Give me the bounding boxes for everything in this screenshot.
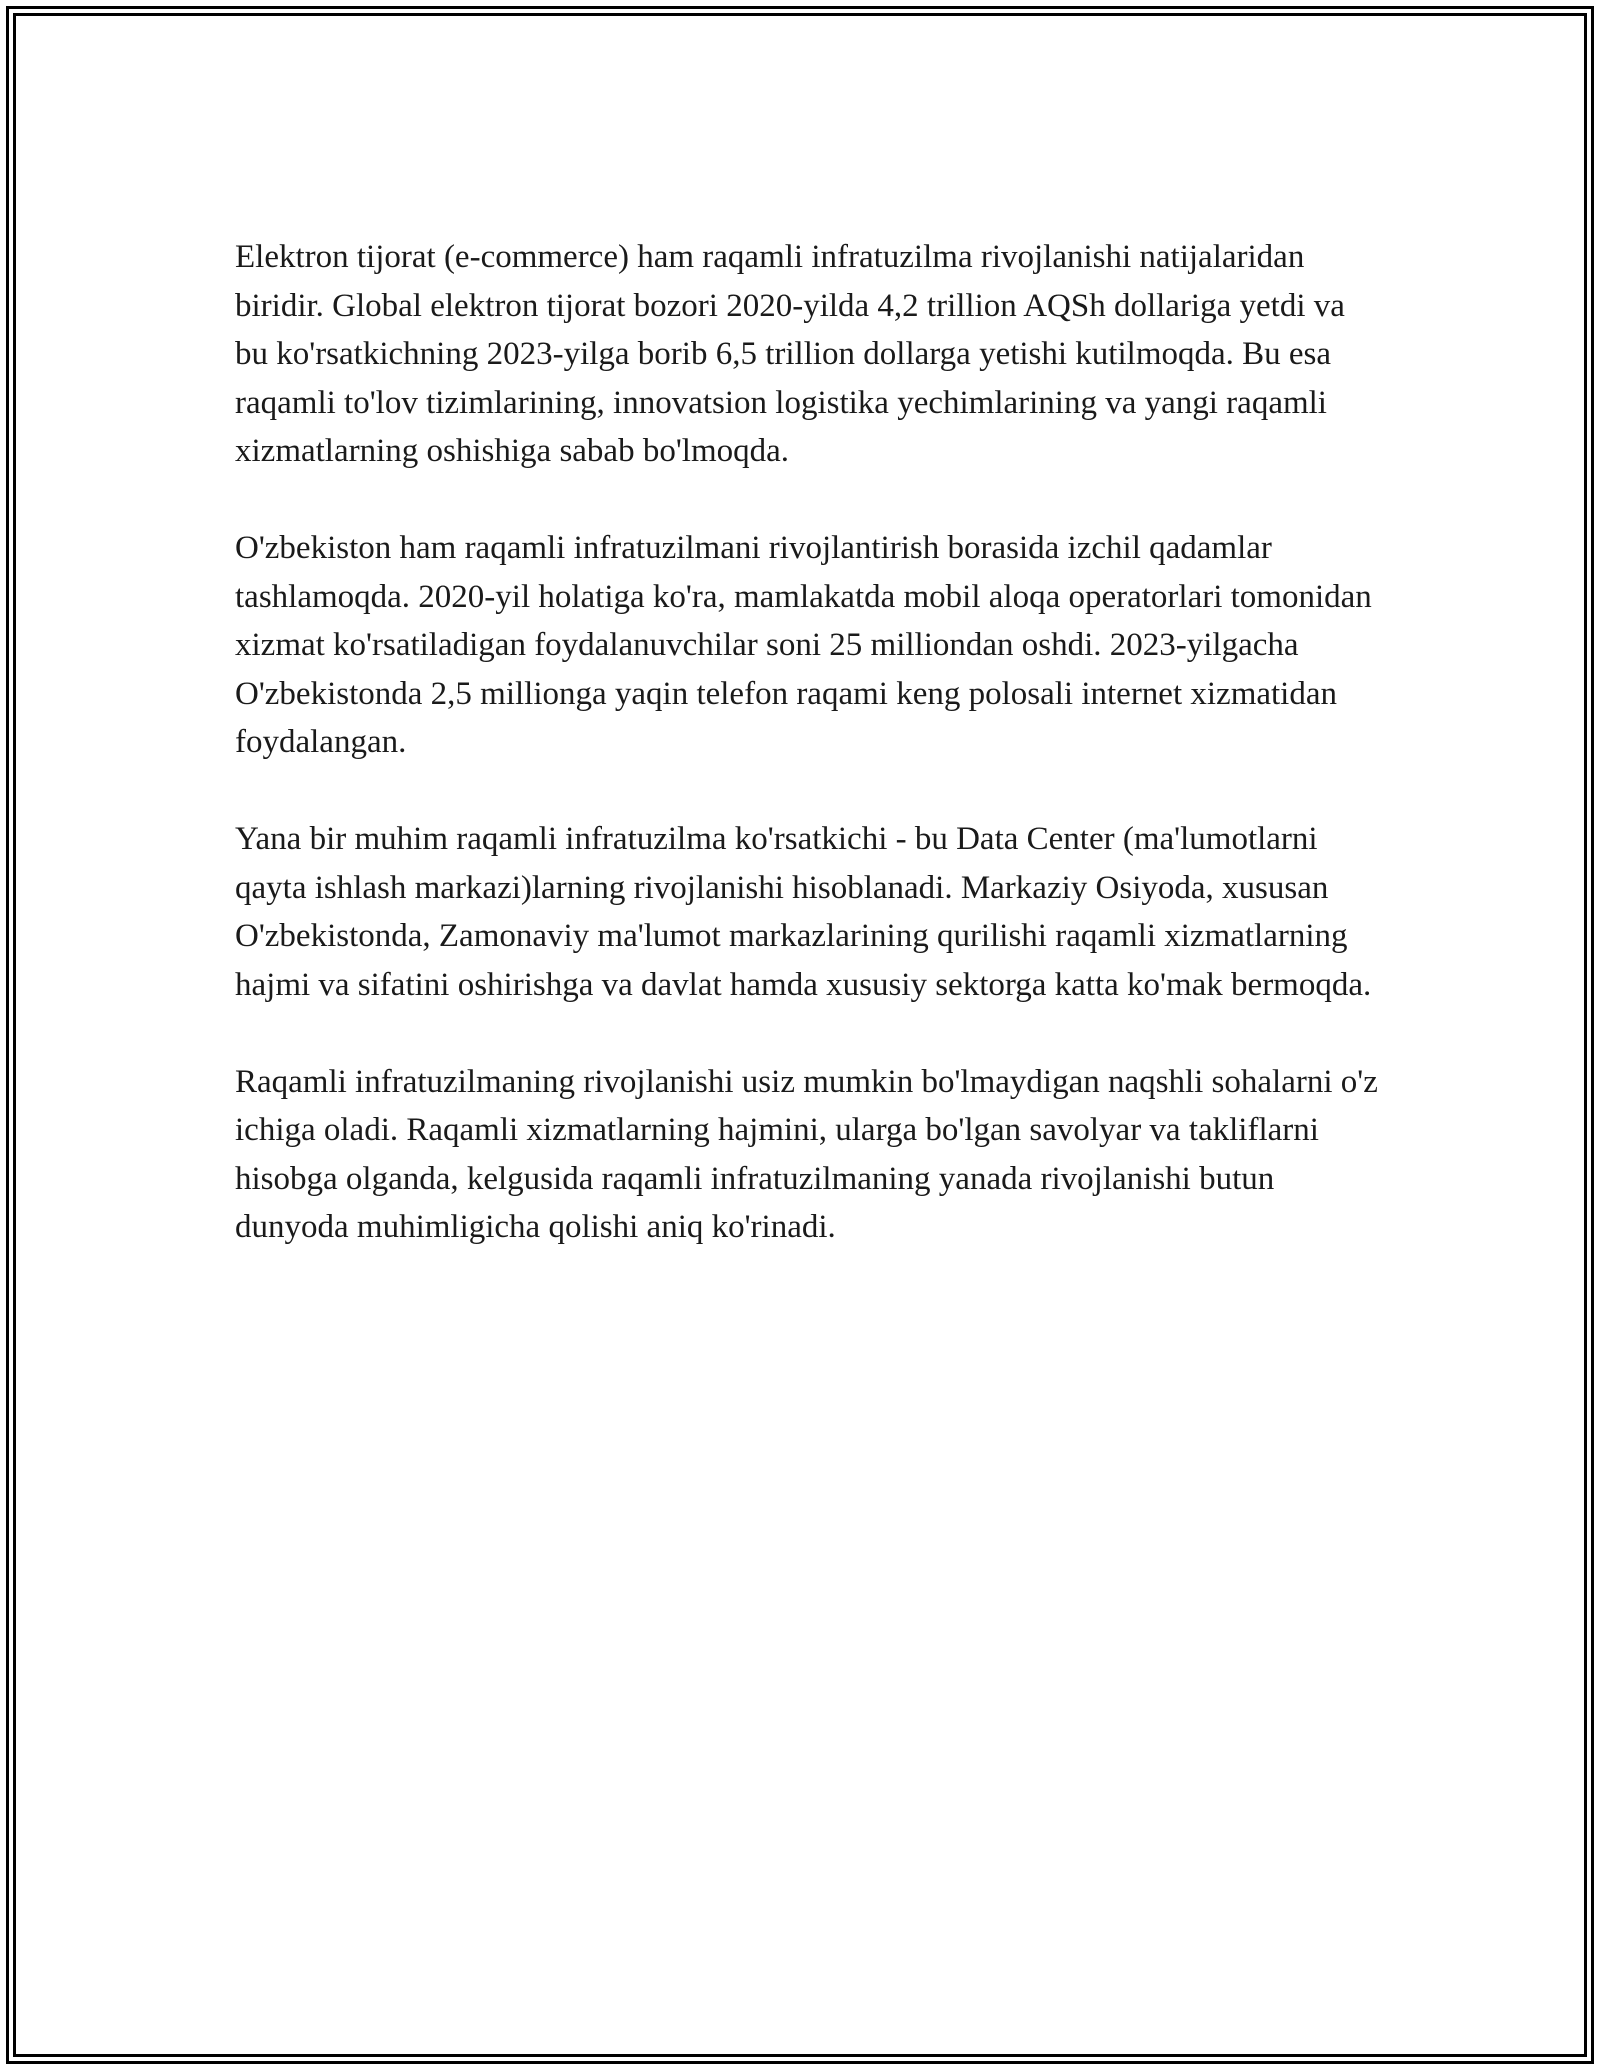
paragraph-conclusion: Raqamli infratuzilmaning rivojlanishi usiz mumkin bo'lmaydigan naqshli sohalarni o'z ichiga oladi. Raqamli xizmatlarning hajmini, ularga bo'lgan savolyar va takliflarni hisobga olganda, kelgusida raqamli infratuzilmaning yanada rivojlanishi butun dunyoda muhimligicha qolishi aniq ko'rinadi.: [235, 1063, 1378, 1245]
paragraph-data-center: Yana bir muhim raqamli infratuzilma ko'rsatkichi - bu Data Center (ma'lumotlarni qayta ishlash markazi)larning rivojlanishi hisoblanadi. Markaziy Osiyoda, xususan O'zbekistonda, Zamonaviy ma'lumot markazlarining qurilishi raqamli xizmatlarning hajmi va sifatini oshirishga va davlat hamda xususiy sektorga katta ko'mak bermoqda.: [235, 821, 1372, 1003]
document-body: [235, 233, 1385, 1300]
paragraph-ecommerce: Elektron tijorat (e-commerce) ham raqamli infratuzilma rivojlanishi natijalaridan biridir. Global elektron tijorat bozori 2020-yilda 4,2 trillion AQSh dollariga yetdi va bu ko'rsatkichning 2023-yilga borib 6,5 trillion dollarga yetishi kutilmoqda. Bu esa raqamli to'lov tizimlarining, innovatsion logistika yechimlarining va yangi raqamli xizmatlarning oshishiga sabab bo'lmoqda.: [235, 239, 1345, 469]
paragraph-uzbekistan-mobile: O'zbekiston ham raqamli infratuzilmani rivojlantirish borasida izchil qadamlar tashlamoqda. 2020-yil holatiga ko'ra, mamlakatda mobil aloqa operatorlari tomonidan xizmat ko'rsatiladigan foydalanuvchilar soni 25 milliondan oshdi. 2023-yilgacha O'zbekistonda 2,5 millionga yaqin telefon raqami keng polosali internet xizmatidan foydalangan.: [235, 530, 1372, 760]
